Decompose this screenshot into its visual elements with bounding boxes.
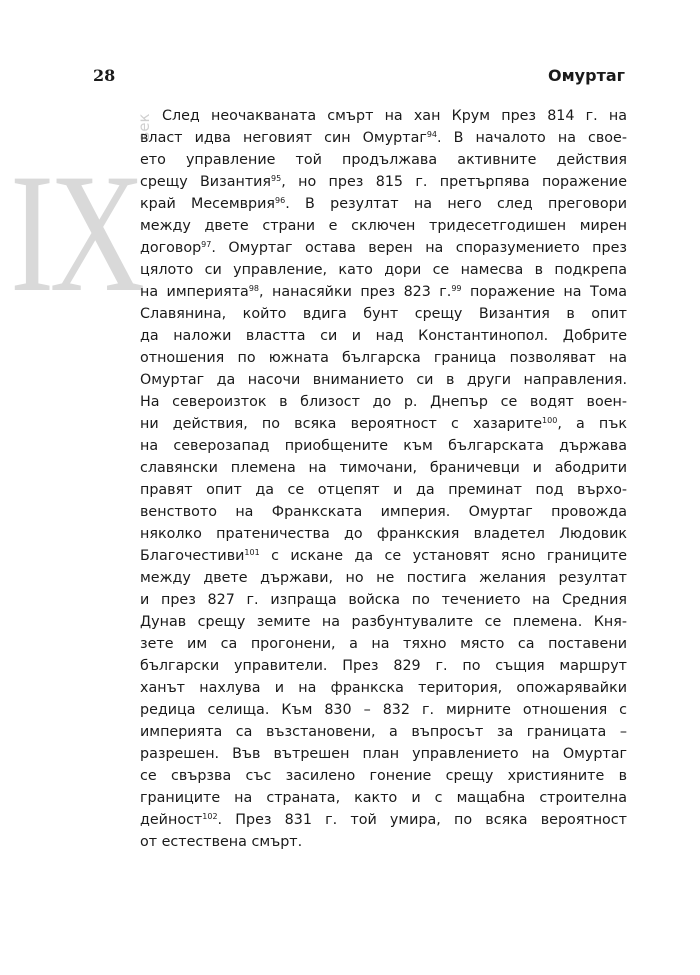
line-text: славянски племена на тимочани, браничевци и абодрити — [140, 460, 627, 476]
text-line — [140, 699, 627, 721]
line-text: ни действия, по всяка вероятност с хазарите — [140, 416, 543, 432]
line-text: власт идва неговият син Омуртаг — [140, 130, 427, 146]
text-line — [140, 413, 627, 435]
text-line — [140, 611, 627, 633]
line-text: да наложи властта си и над Константинопол. Добрите — [140, 328, 627, 344]
footnote-reference: 97 — [201, 240, 212, 249]
line-text: . През 831 г. той умира, по всяка вероятност — [217, 812, 627, 828]
footnote-reference: 99 — [451, 284, 462, 293]
line-text: ето управление той продължава активните действия — [140, 152, 627, 168]
text-line — [140, 369, 627, 391]
line-text: разрешен. Във вътрешен план управлението на Омуртаг — [140, 746, 627, 762]
text-line — [140, 633, 627, 655]
line-text: между двете държави, но не постига желания резултат — [140, 570, 627, 586]
line-text: , нанасяйки през 823 г. — [259, 284, 452, 300]
text-line — [140, 589, 627, 611]
line-text: . Омуртаг остава верен на споразумението през — [211, 240, 627, 256]
text-line — [140, 567, 627, 589]
text-line — [140, 523, 627, 545]
text-line — [140, 831, 627, 853]
text-line — [140, 457, 627, 479]
text-line — [140, 391, 627, 413]
text-line — [140, 655, 627, 677]
text-line — [140, 435, 627, 457]
line-text: между двете страни е сключен тридесетгодишен мирен — [140, 218, 627, 234]
line-text: на северозапад приобщените към българската държава — [140, 438, 627, 454]
text-line — [140, 721, 627, 743]
line-text: Благочестиви — [140, 548, 245, 564]
line-text: . В резултат на него след преговори — [285, 196, 627, 212]
line-text: отношения по южната българска граница позволяват на — [140, 350, 627, 366]
text-line — [140, 325, 627, 347]
line-text: поражение на Тома — [461, 284, 627, 300]
line-text: Славянина, който вдига бунт срещу Византия в опит — [140, 306, 627, 322]
line-text: на империята — [140, 284, 249, 300]
footnote-reference: 101 — [244, 548, 260, 557]
text-line — [140, 193, 627, 215]
line-text: български управители. През 829 г. по същия маршрут — [140, 658, 627, 674]
century-label: век — [135, 113, 153, 141]
text-line — [140, 215, 627, 237]
text-line — [140, 281, 627, 303]
footnote-reference: 95 — [271, 174, 282, 183]
text-line — [140, 237, 627, 259]
line-text: зете им са прогонени, а на тяхно място са поставени — [140, 636, 627, 652]
footnote-reference: 96 — [275, 196, 286, 205]
line-text: редица селища. Към 830 – 832 г. мирните отношения с — [140, 702, 627, 718]
line-text: империята са възстановени, а въпросът за границата – — [140, 724, 627, 740]
line-text: , а пък — [557, 416, 627, 432]
footnote-reference: 100 — [542, 416, 558, 425]
line-text: венството на Франкската империя. Омуртаг провожда — [140, 504, 627, 520]
line-text: цялото си управление, като дори се намесва в подкрепа — [140, 262, 627, 278]
line-text: След неочакваната смърт на хан Крум през 814 г. на — [162, 108, 627, 124]
text-line — [140, 127, 627, 149]
text-line — [140, 105, 627, 127]
text-line — [140, 743, 627, 765]
text-line — [140, 677, 627, 699]
century-marker — [10, 100, 153, 327]
text-line — [140, 149, 627, 171]
line-text: границите на страната, както и с мащабна строителна — [140, 790, 627, 806]
line-text: ханът нахлува и на франкска територия, опожарявайки — [140, 680, 627, 696]
text-line — [140, 347, 627, 369]
text-line — [140, 303, 627, 325]
line-text: Дунав срещу земите на разбунтувалите се племена. Кня- — [140, 614, 627, 630]
line-text: и през 827 г. изпраща войска по течението на Средния — [140, 592, 627, 608]
text-line — [140, 787, 627, 809]
line-text: с искане да се установят ясно границите — [259, 548, 627, 564]
line-text: договор — [140, 240, 202, 256]
line-text: дейност — [140, 812, 203, 828]
footnote-reference: 94 — [426, 130, 438, 139]
line-text: Омуртаг да насочи вниманието си в други направления. — [140, 372, 627, 388]
body-paragraph — [140, 105, 627, 853]
text-line — [140, 479, 627, 501]
footnote-reference: 98 — [248, 284, 260, 293]
line-text: , но през 815 г. претърпява поражение — [281, 174, 628, 190]
page-number: 28 — [93, 66, 116, 85]
line-text: правят опит да се отцепят и да преминат под върхо- — [140, 482, 627, 498]
running-title: Омуртаг — [548, 66, 625, 85]
text-line — [140, 501, 627, 523]
century-roman-numeral: IX — [10, 139, 141, 327]
line-text: се свързва със засилено гонение срещу християните в — [140, 768, 627, 784]
line-text: няколко пратеничества до франкския владетел Людовик — [140, 526, 627, 542]
text-line — [140, 545, 627, 567]
line-text: от естествена смърт. — [140, 834, 303, 850]
text-line — [140, 171, 627, 193]
line-text: срещу Византия — [140, 174, 272, 190]
line-text: край Месемврия — [140, 196, 276, 212]
text-line — [140, 809, 627, 831]
line-text: На североизток в близост до р. Днепър се водят воен- — [140, 394, 627, 410]
line-text: . В началото на свое- — [437, 130, 627, 146]
footnote-reference: 102 — [202, 812, 218, 821]
text-line — [140, 259, 627, 281]
text-line — [140, 765, 627, 787]
